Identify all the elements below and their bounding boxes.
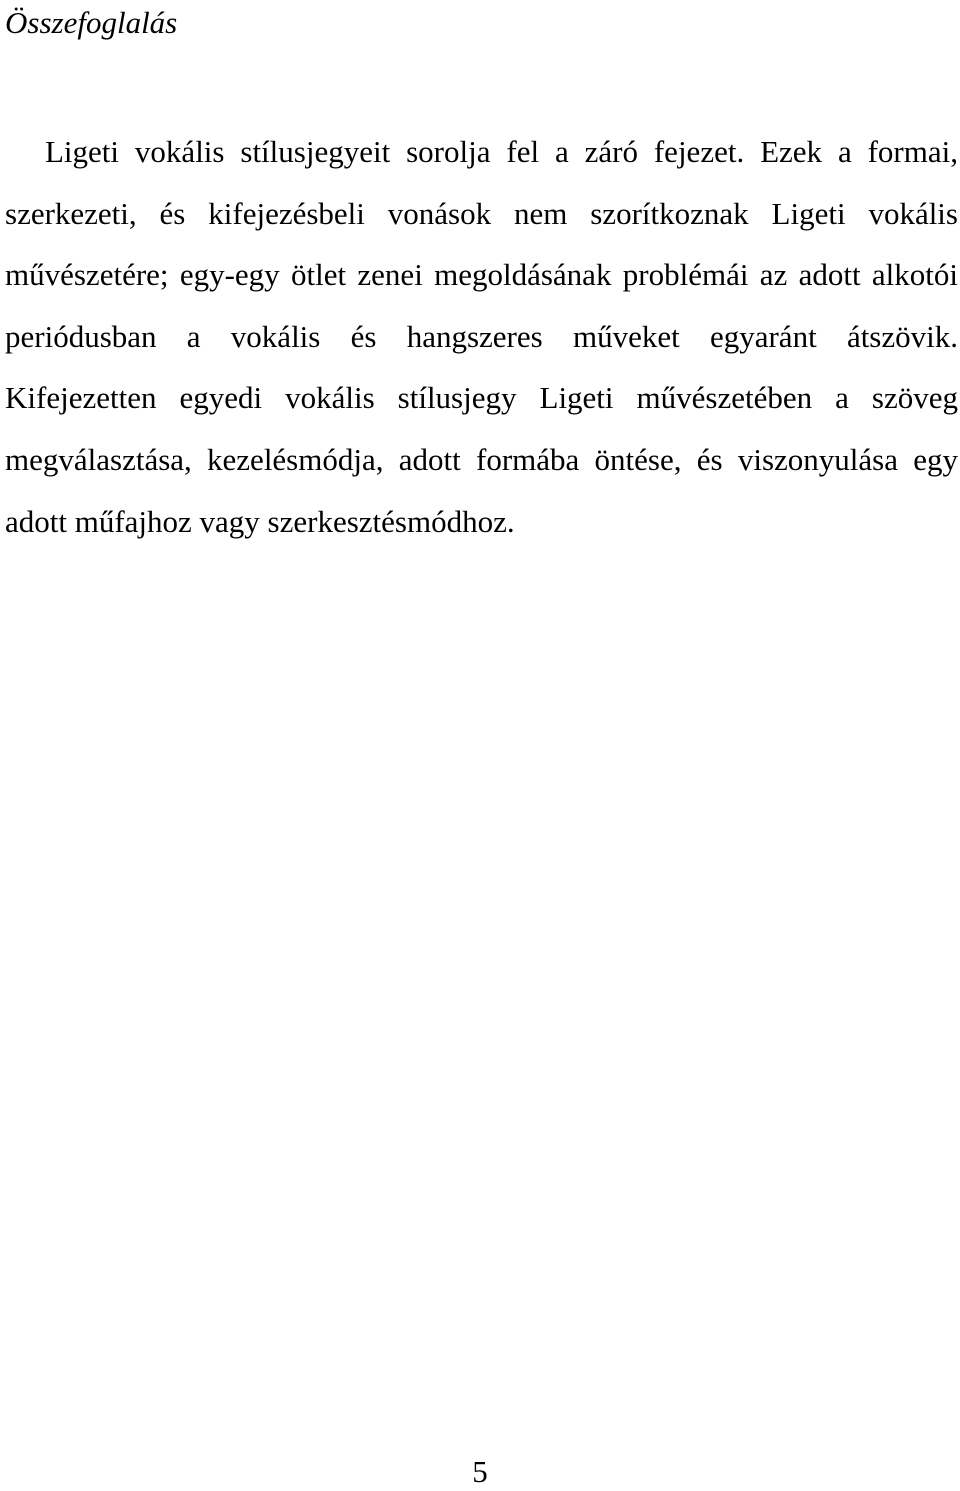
section-heading: Összefoglalás (5, 5, 178, 40)
body-paragraph: Ligeti vokális stílusjegyeit sorolja fel a záró fejezet. Ezek a formai, szerkezeti, és kifejezésbeli vonások nem szorítkoznak Ligeti vokális művészetére; egy-egy ötlet zenei megoldásának problémái az adott alkotói periódusban a vokális és hangszeres műveket egyaránt átszövik. Kifejezetten egyedi vokális stílusjegy Ligeti művészetében a szöveg megválasztása, kezelésmódja, adott formába öntése, és viszonyulása egy adott műfajhoz vagy szerkesztésmódhoz. (5, 134, 958, 539)
page-number: 5 (472, 1454, 488, 1489)
